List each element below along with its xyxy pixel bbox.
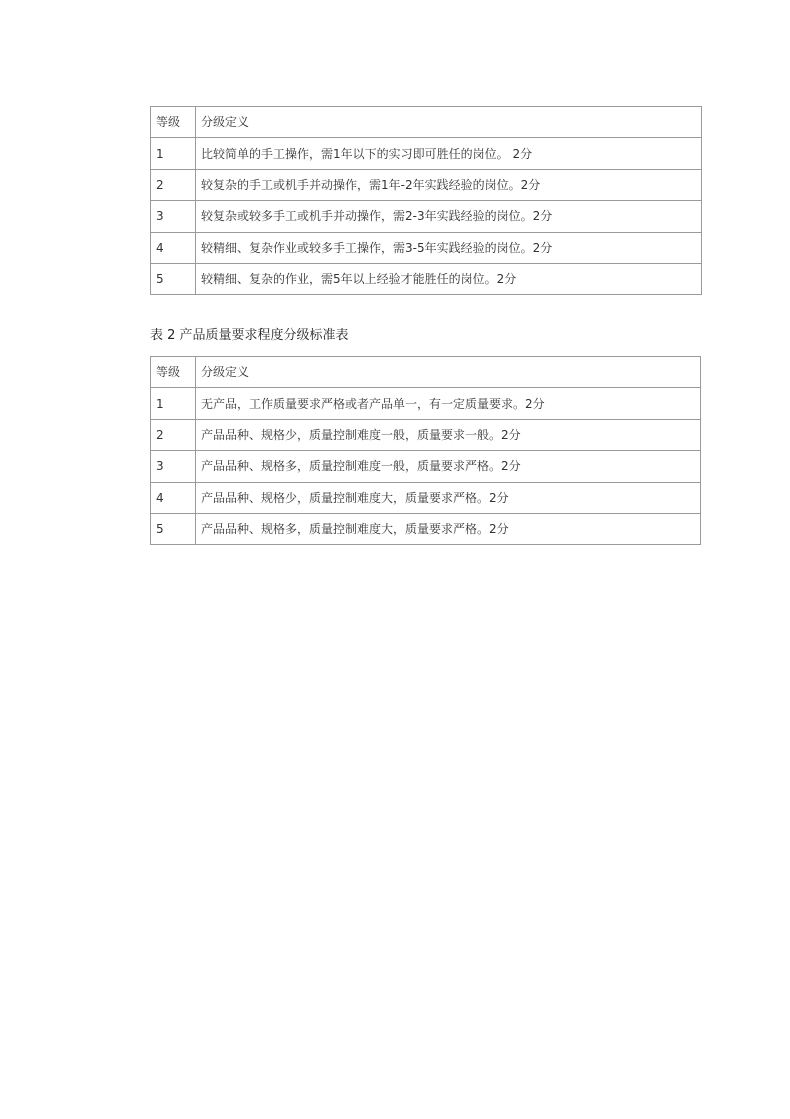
table-row (151, 388, 701, 419)
definition-cell: 产品品种、规格少，质量控制难度一般，质量要求一般。2分 (196, 419, 701, 450)
grade-cell: 3 (151, 201, 196, 232)
skill-grade-table (150, 106, 702, 295)
table-row (151, 419, 701, 450)
header-definition: 分级定义 (196, 107, 702, 138)
table-row (151, 232, 702, 263)
grade-cell: 4 (151, 482, 196, 513)
table-row (151, 169, 702, 200)
definition-cell: 产品品种、规格多，质量控制难度大，质量要求严格。2分 (196, 513, 701, 544)
definition-cell: 产品品种、规格多，质量控制难度一般，质量要求严格。2分 (196, 451, 701, 482)
grade-cell: 2 (151, 169, 196, 200)
grade-cell: 1 (151, 138, 196, 169)
grade-cell: 3 (151, 451, 196, 482)
table-row (151, 201, 702, 232)
table-header-row (151, 107, 702, 138)
table-row (151, 263, 702, 294)
header-grade: 等级 (151, 107, 196, 138)
grade-cell: 4 (151, 232, 196, 263)
grade-cell: 5 (151, 263, 196, 294)
definition-cell: 较复杂或较多手工或机手并动操作，需2-3年实践经验的岗位。2分 (196, 201, 702, 232)
grade-cell: 5 (151, 513, 196, 544)
table-row (151, 451, 701, 482)
definition-cell: 较复杂的手工或机手并动操作，需1年-2年实践经验的岗位。2分 (196, 169, 702, 200)
quality-grade-table (150, 356, 701, 545)
table-row (151, 482, 701, 513)
grade-cell: 2 (151, 419, 196, 450)
definition-cell: 比较简单的手工操作，需1年以下的实习即可胜任的岗位。 2分 (196, 138, 702, 169)
header-grade: 等级 (151, 357, 196, 388)
definition-cell: 无产品，工作质量要求严格或者产品单一，有一定质量要求。2分 (196, 388, 701, 419)
header-definition: 分级定义 (196, 357, 701, 388)
definition-cell: 较精细、复杂的作业，需5年以上经验才能胜任的岗位。2分 (196, 263, 702, 294)
definition-cell: 产品品种、规格少，质量控制难度大，质量要求严格。2分 (196, 482, 701, 513)
grade-cell: 1 (151, 388, 196, 419)
table-row (151, 513, 701, 544)
definition-cell: 较精细、复杂作业或较多手工操作，需3-5年实践经验的岗位。2分 (196, 232, 702, 263)
table-caption: 表 2 产品质量要求程度分级标准表 (150, 328, 349, 343)
table-row (151, 138, 702, 169)
table-header-row (151, 357, 701, 388)
